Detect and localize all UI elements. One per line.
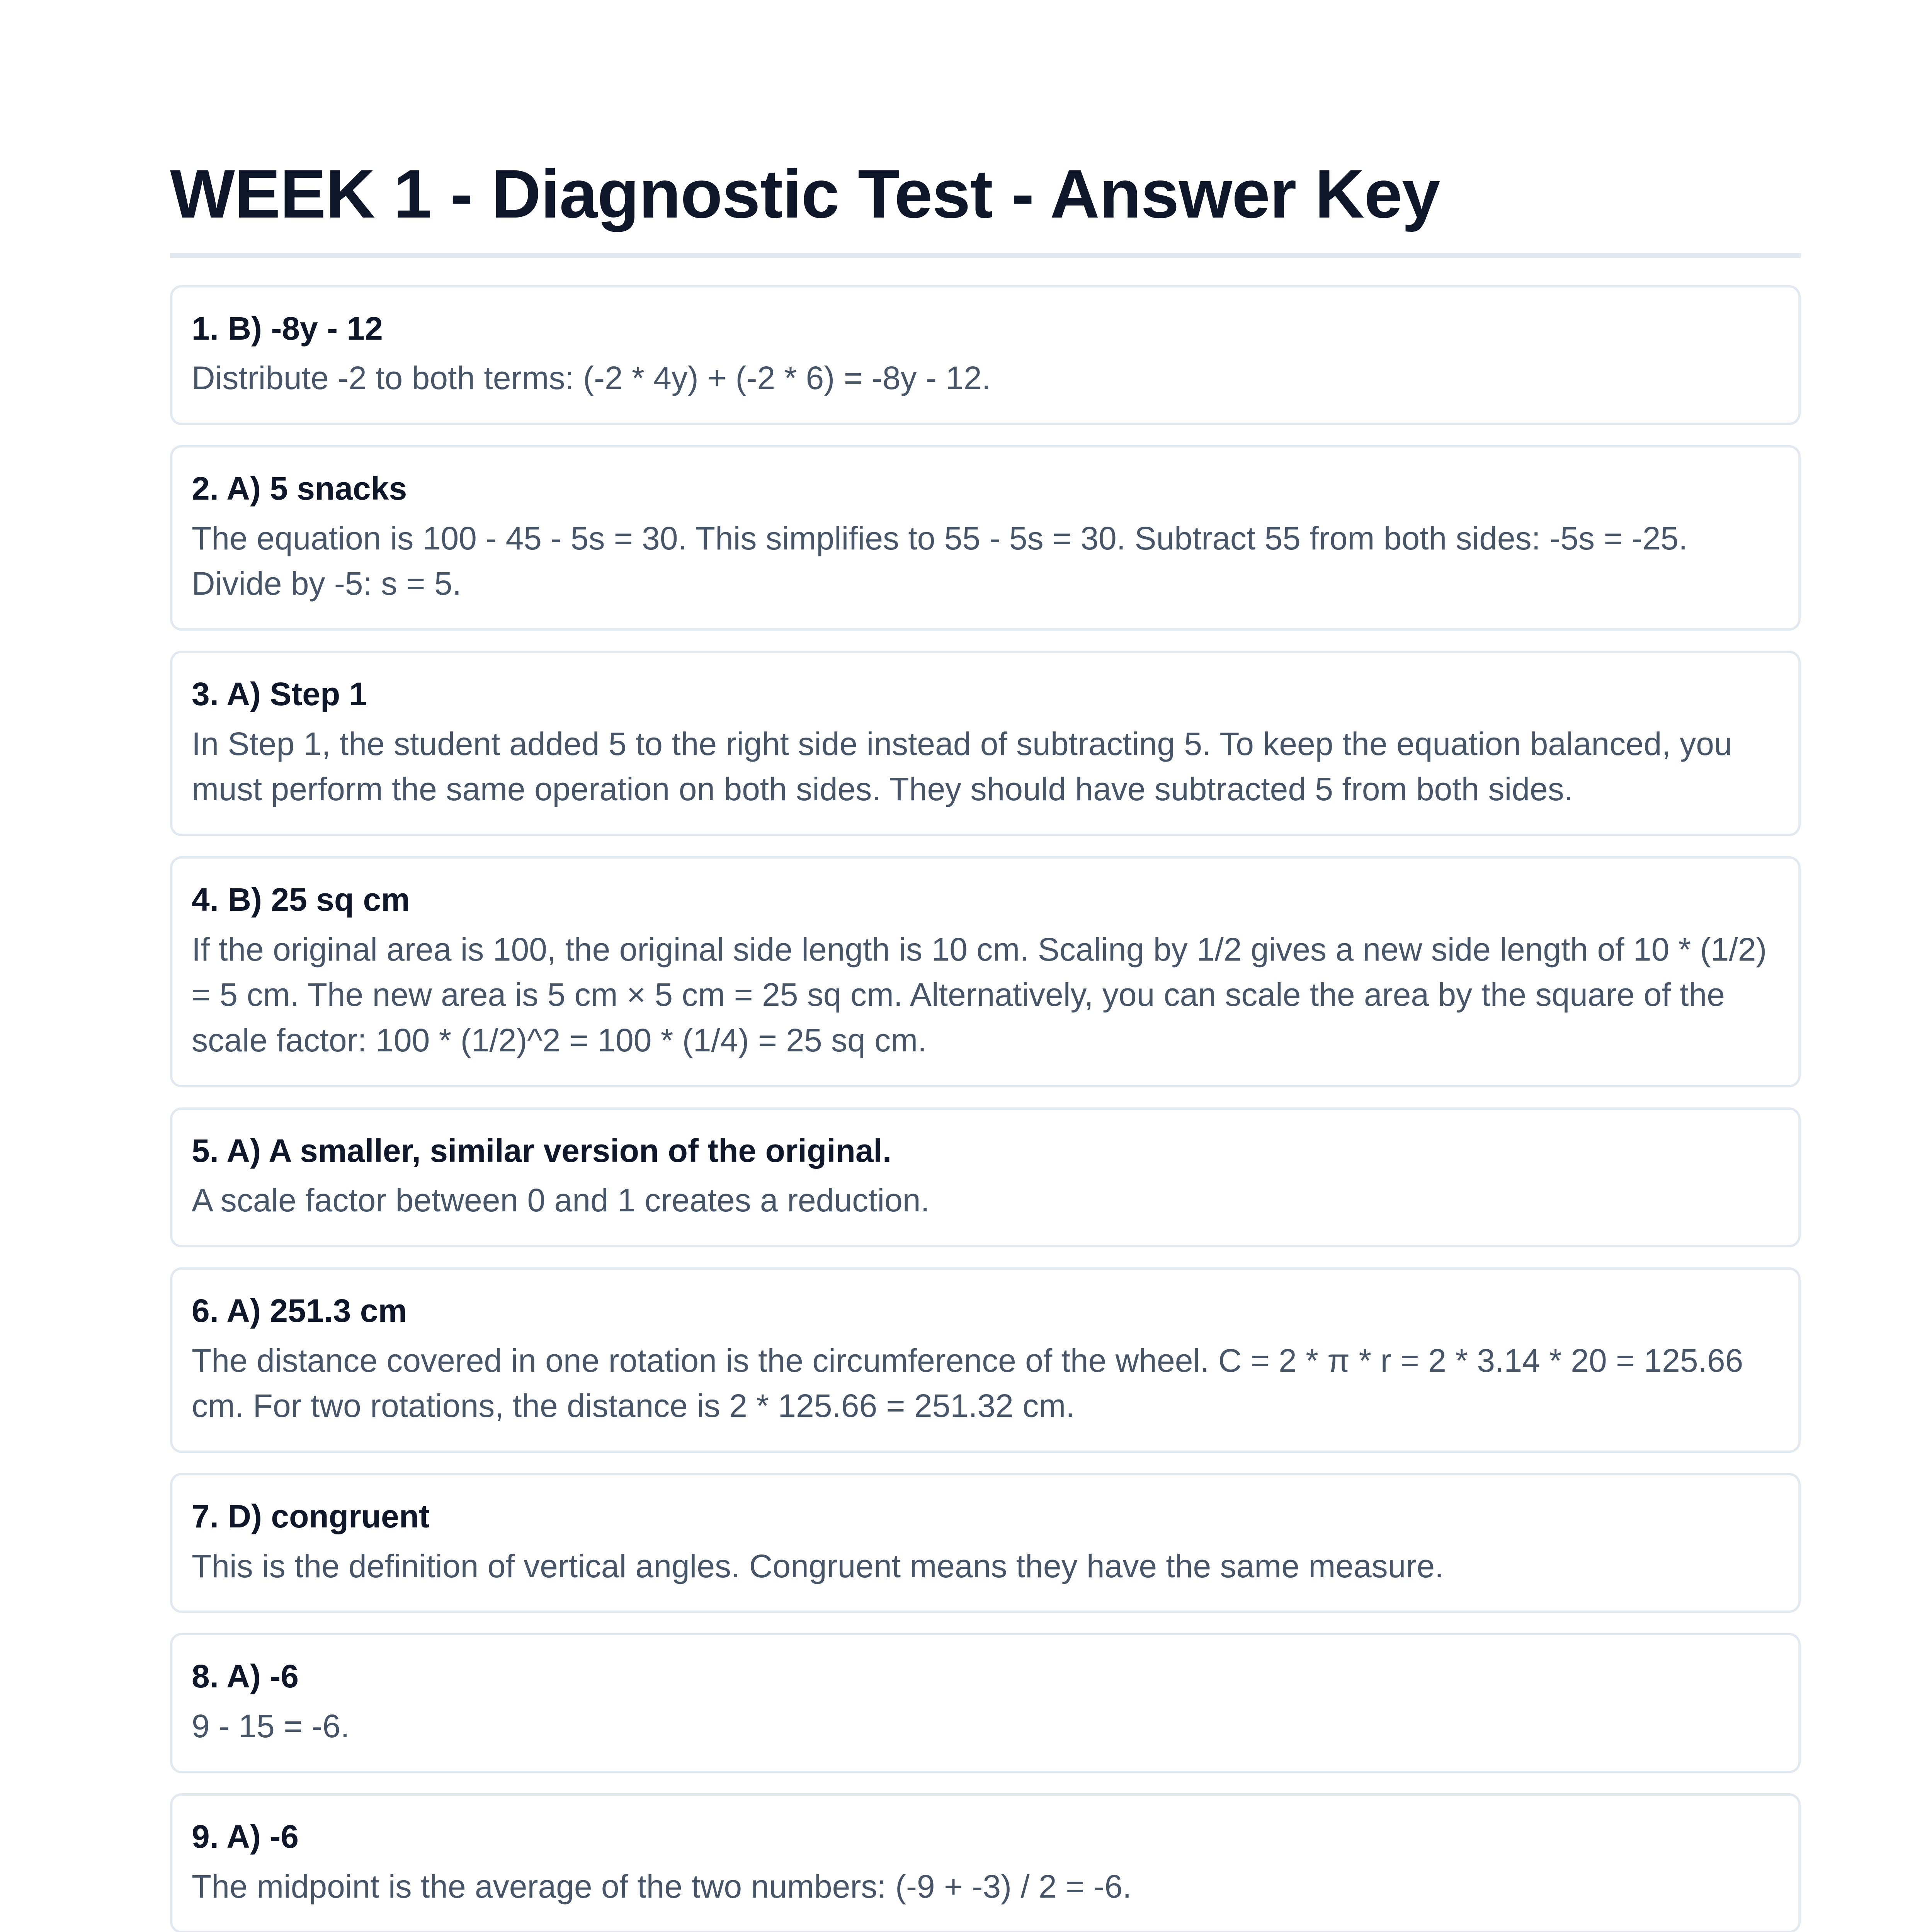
answer-card-2	[170, 445, 1801, 631]
answer-label: 4. B) 25 sq cm	[192, 881, 410, 918]
answer-explanation: In Step 1, the student added 5 to the right side instead of subtracting 5. To keep the equation balanced, you must perform the same operation on both sides. They should have subtracted 5 from both sides.	[192, 725, 1732, 808]
answer-explanation: The distance covered in one rotation is the circumference of the wheel. C = 2 * π * r = 2 * 3.14 * 20 = 125.66 cm. For two rotations, the distance is 2 * 125.66 = 251.32 cm.	[192, 1342, 1743, 1424]
answer-card-8	[170, 1633, 1801, 1773]
answer-label: 9. A) -6	[192, 1818, 299, 1855]
page-title: WEEK 1 - Diagnostic Test - Answer Key	[170, 155, 1801, 258]
answer-key-page	[170, 155, 1801, 1932]
answer-label: 7. D) congruent	[192, 1498, 430, 1534]
answer-label: 1. B) -8y - 12	[192, 310, 383, 347]
answer-explanation: 9 - 15 = -6.	[192, 1708, 350, 1745]
answer-label: 3. A) Step 1	[192, 676, 367, 713]
answer-label: 8. A) -6	[192, 1658, 299, 1695]
answer-card-4	[170, 856, 1801, 1087]
answer-list	[170, 285, 1801, 1932]
answer-explanation: The midpoint is the average of the two numbers: (-9 + -3) / 2 = -6.	[192, 1868, 1132, 1905]
answer-explanation: Distribute -2 to both terms: (-2 * 4y) + (-2 * 6) = -8y - 12.	[192, 360, 991, 396]
answer-card-5	[170, 1107, 1801, 1247]
answer-card-6	[170, 1267, 1801, 1453]
answer-explanation: This is the definition of vertical angles. Congruent means they have the same measure.	[192, 1548, 1444, 1584]
answer-label: 2. A) 5 snacks	[192, 470, 407, 507]
answer-card-1	[170, 285, 1801, 425]
answer-explanation: A scale factor between 0 and 1 creates a reduction.	[192, 1182, 930, 1219]
answer-explanation: The equation is 100 - 45 - 5s = 30. This simplifies to 55 - 5s = 30. Subtract 55 from both sides: -5s = -25. Divide by -5: s = 5.	[192, 520, 1688, 602]
answer-card-9	[170, 1793, 1801, 1932]
answer-label: 5. A) A smaller, similar version of the original.	[192, 1132, 892, 1169]
answer-label: 6. A) 251.3 cm	[192, 1293, 407, 1329]
answer-explanation: If the original area is 100, the original side length is 10 cm. Scaling by 1/2 gives a new side length of 10 * (1/2) = 5 cm. The new area is 5 cm × 5 cm = 25 sq cm. Alternatively, you can scale the area by the square of the scale factor: 100 * (1/2)^2 = 100 * (1/4) = 25 sq cm.	[192, 931, 1767, 1059]
answer-card-7	[170, 1473, 1801, 1613]
answer-card-3	[170, 651, 1801, 836]
